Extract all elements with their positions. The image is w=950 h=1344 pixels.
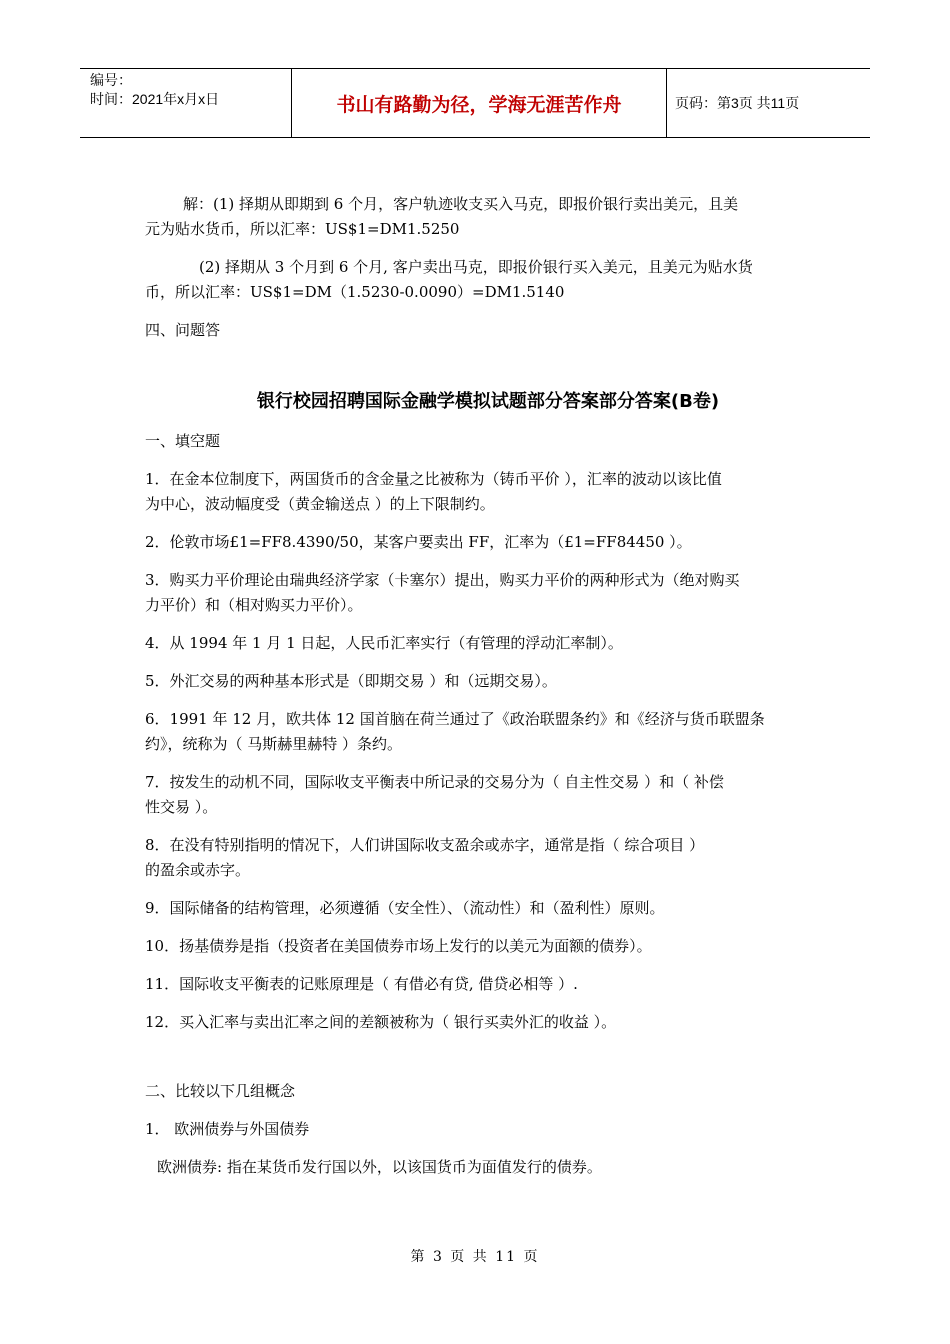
- answer-line-2b: 币，所以汇率：US$1=DM（1.5230-0.0090）=DM1.5140: [145, 283, 565, 301]
- fill-item-6b: 约》，统称为（ 马斯赫里赫特 ）条约。: [145, 735, 403, 753]
- answer-line-1b: 元为贴水货币，所以汇率：US$1=DM1.5250: [145, 220, 460, 238]
- compare-definition-1: 欧洲债券: 指在某货币发行国以外，以该国货币为面值发行的债券。: [157, 1158, 602, 1176]
- compare-item-1: 1． 欧洲债券与外国债券: [145, 1120, 310, 1138]
- document-title: 银行校园招聘国际金融学模拟试题部分答案部分答案(B卷): [256, 391, 720, 412]
- number-label: 编号：: [90, 72, 132, 88]
- page-footer: 第 3 页 共 11 页: [410, 1249, 540, 1265]
- fill-item-7a: 7．按发生的动机不同，国际收支平衡表中所记录的交易分为（ 自主性交易 ）和（ 补偿: [145, 773, 724, 791]
- fill-item-9: 9．国际储备的结构管理，必须遵循（安全性）、（流动性）和（盈利性）原则。: [145, 899, 665, 917]
- fill-item-6a: 6．1991 年 12 月，欧共体 12 国首脑在荷兰通过了《政治联盟条约》和《经济与货币联盟条: [145, 710, 765, 728]
- page-info: 页码：第3页 共11页: [675, 95, 800, 111]
- section-2-heading: 二、比较以下几组概念: [145, 1082, 296, 1100]
- fill-item-3a: 3．购买力平价理论由瑞典经济学家（卡塞尔）提出，购买力平价的两种形式为（绝对购买: [145, 571, 740, 589]
- fill-item-10: 10．扬基债券是指（投资者在美国债券市场上发行的以美元为面额的债券）。: [145, 937, 652, 955]
- document-body: [145, 192, 807, 1180]
- header-motto-cell: [292, 69, 667, 137]
- header-page-cell: [667, 69, 870, 137]
- header-left-cell: [80, 69, 292, 137]
- section-1-heading: 一、填空题: [145, 432, 221, 450]
- fill-item-1b: 为中心，波动幅度受（黄金输送点 ）的上下限制约。: [145, 495, 495, 513]
- header-motto: 书山有路勤为径，学海无涯苦作舟: [336, 93, 622, 116]
- fill-item-3b: 力平价）和（相对购买力平价）。: [145, 596, 363, 614]
- page-header: [80, 68, 870, 138]
- fill-item-8a: 8．在没有特别指明的情况下，人们讲国际收支盈余或赤字，通常是指（ 综合项目 ）: [145, 836, 705, 854]
- answer-line-1a: 解：(1) 择期从即期到 6 个月，客户轨迹收支买入马克，即报价银行卖出美元，且美: [183, 195, 739, 213]
- fill-item-5: 5．外汇交易的两种基本形式是（即期交易 ）和（远期交易）。: [145, 672, 557, 690]
- fill-item-8b: 的盈余或赤字。: [145, 861, 251, 879]
- fill-item-12: 12．买入汇率与卖出汇率之间的差额被称为（ 银行买卖外汇的收益 ）。: [145, 1013, 617, 1031]
- fill-item-1a: 1．在金本位制度下，两国货币的含金量之比被称为（铸币平价 ），汇率的波动以该比值: [145, 470, 722, 488]
- fill-item-4: 4．从 1994 年 1 月 1 日起，人民币汇率实行（有管理的浮动汇率制）。: [145, 634, 623, 652]
- time-label: 时间：2021年x月x日: [90, 91, 220, 107]
- fill-item-7b: 性交易 ）。: [145, 798, 218, 816]
- fill-item-11: 11．国际收支平衡表的记账原理是（ 有借必有贷, 借贷必相等 ）.: [145, 975, 578, 993]
- fill-item-2: 2．伦敦市场£1=FF8.4390/50，某客户要卖出 FF，汇率为（£1=FF84450 ）。: [145, 533, 692, 551]
- answer-line-2a: (2) 择期从 3 个月到 6 个月, 客户卖出马克，即报价银行买入美元，且美元为贴水货: [199, 258, 753, 276]
- section-4-heading: 四、问题答: [145, 321, 221, 339]
